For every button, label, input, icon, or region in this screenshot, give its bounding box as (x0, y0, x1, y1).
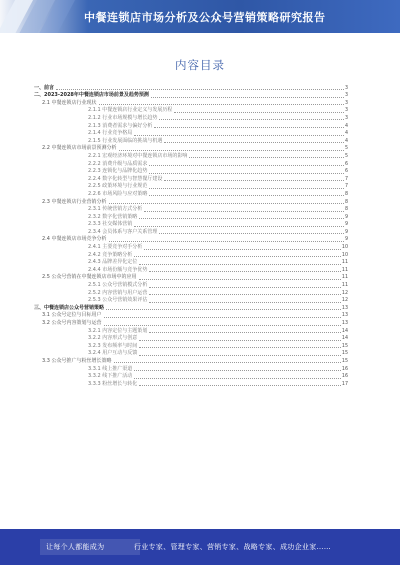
toc-entry-text: 三、中餐连锁店公众号营销策略 (34, 304, 105, 311)
toc-entry[interactable] (34, 137, 348, 145)
toc-entry-text: 3.3 公众号推广与粉丝增长策略 (42, 357, 112, 364)
toc-entry-page: 10 (341, 252, 348, 258)
toc-entry-page: 15 (341, 351, 348, 357)
toc-dot-leader (149, 302, 341, 303)
toc-entry-page: 9 (344, 237, 348, 243)
toc-entry[interactable] (34, 297, 348, 305)
toc-dot-leader (139, 340, 341, 341)
toc-entry[interactable] (34, 99, 348, 107)
toc-entry-text: 2.3.1 传统营销方式分析 (88, 206, 143, 213)
toc-dot-leader (56, 89, 344, 90)
toc-entry[interactable] (34, 168, 348, 176)
toc-entry-page: 12 (341, 298, 348, 304)
toc-entry[interactable] (34, 175, 348, 183)
toc-entry-text: 2.4.4 市场份额与竞争优势 (88, 266, 148, 273)
toc-entry-text: 2.4 中餐连锁店市场竞争分析 (42, 236, 107, 243)
toc-entry-page: 16 (341, 374, 348, 380)
toc-entry-page: 5 (344, 153, 348, 159)
toc-entry[interactable] (34, 221, 348, 229)
toc-entry[interactable] (34, 114, 348, 122)
toc-entry-text: 3.3.2 线下推广活动 (88, 373, 133, 380)
toc-dot-leader (104, 317, 341, 318)
toc-dot-leader (114, 362, 341, 363)
toc-entry-text: 3.3.1 线上推广渠道 (88, 365, 133, 372)
toc-entry[interactable] (34, 380, 348, 388)
toc-entry-text: 2.5.2 内容营销与用户运营 (88, 289, 148, 296)
toc-entry-page: 13 (341, 313, 348, 319)
report-title: 中餐连锁店市场分析及公众号营销策略研究报告 (84, 11, 326, 24)
toc-dot-leader (144, 211, 344, 212)
toc-entry[interactable] (34, 152, 348, 160)
toc-dot-leader (106, 309, 341, 310)
toc-dot-leader (159, 233, 344, 234)
toc-entry[interactable] (34, 160, 348, 168)
toc-dot-leader (139, 218, 344, 219)
toc-entry-text: 2.5 公众号营销在中餐连锁店市场中的应用 (42, 274, 137, 281)
toc-entry[interactable] (34, 350, 348, 358)
toc-entry-text: 二、2023-2028年中餐连锁店市场前景及趋势预测 (34, 92, 149, 99)
toc-entry-page: 9 (344, 229, 348, 235)
toc-dot-leader (134, 135, 344, 136)
toc-entry-text: 3.2 公众号内容策划与运营 (42, 320, 102, 326)
toc-entry[interactable] (34, 365, 348, 373)
toc-entry[interactable] (34, 213, 348, 221)
footer-slogan-left: 让每个人都能成为 (46, 543, 105, 551)
toc-entry-page: 6 (344, 169, 348, 175)
toc-entry[interactable] (34, 130, 348, 138)
toc-entry-text: 2.2.3 连锁化与品牌化趋势 (88, 168, 148, 175)
toc-dot-leader (109, 203, 344, 204)
toc-entry[interactable] (34, 266, 348, 274)
toc-entry-text: 2.2.2 消费升级与品质需求 (88, 160, 148, 167)
table-of-contents (34, 84, 348, 388)
toc-entry-page: 4 (344, 123, 348, 129)
toc-entry-text: 3.2.3 发布频率与时间 (88, 342, 138, 349)
toc-dot-leader (149, 332, 341, 333)
toc-dot-leader (149, 195, 344, 196)
toc-entry[interactable] (34, 206, 348, 214)
toc-entry-text: 3.2.4 用户互动与反馈 (88, 350, 138, 357)
toc-entry-page: 4 (344, 131, 348, 137)
toc-entry-page: 3 (344, 93, 348, 99)
toc-entry-text: 2.3.2 数字化营销策略 (88, 213, 138, 220)
toc-dot-leader (149, 188, 344, 189)
toc-entry-page: 11 (341, 260, 348, 266)
toc-dot-leader (144, 249, 341, 250)
toc-entry[interactable] (34, 228, 348, 236)
toc-entry-page: 16 (341, 366, 348, 372)
toc-entry[interactable] (34, 107, 348, 115)
toc-entry[interactable] (34, 342, 348, 350)
toc-entry-page: 4 (344, 138, 348, 144)
toc-entry[interactable] (34, 145, 348, 153)
toc-entry-page: 17 (341, 381, 348, 387)
toc-entry-page: 3 (344, 85, 348, 91)
toc-entry-page: 7 (344, 184, 348, 190)
toc-entry[interactable] (34, 251, 348, 259)
toc-entry-page: 8 (344, 207, 348, 213)
toc-entry-text: 3.1 公众号定位与目标用户 (42, 312, 102, 319)
toc-entry-page: 9 (344, 214, 348, 220)
toc-entry-text: 2.2 中餐连锁店市场前景预测分析 (42, 145, 117, 152)
toc-entry-text: 2.3.3 社交媒体营销 (88, 221, 133, 228)
toc-dot-leader (151, 97, 344, 98)
toc-entry-page: 3 (344, 100, 348, 106)
toc-dot-leader (139, 385, 341, 386)
toc-dot-leader (164, 142, 344, 143)
toc-entry-text: 2.1.5 行业发展面临的挑战与机遇 (88, 137, 163, 144)
toc-entry-text: 2.1.2 行业市场规模与增长趋势 (88, 114, 158, 121)
toc-entry-text: 2.3.4 会员体系与客户关系管理 (88, 228, 158, 235)
toc-entry[interactable] (34, 92, 348, 100)
toc-entry[interactable] (34, 281, 348, 289)
toc-entry-page: 11 (341, 267, 348, 273)
toc-entry-page: 6 (344, 161, 348, 167)
toc-entry-page: 11 (341, 275, 348, 281)
toc-entry-text: 2.4.2 竞争策略分析 (88, 251, 133, 258)
toc-entry-text: 一、前言 (34, 84, 55, 91)
toc-entry-page: 12 (341, 290, 348, 296)
footer-banner (0, 529, 400, 565)
toc-entry-page: 15 (341, 343, 348, 349)
toc-entry[interactable] (34, 373, 348, 381)
toc-entry[interactable] (34, 198, 348, 206)
toc-entry-text: 2.4.1 主要竞争对手分析 (88, 244, 143, 251)
toc-entry-page: 3 (344, 115, 348, 121)
toc-entry-page: 8 (344, 191, 348, 197)
toc-dot-leader (134, 378, 341, 379)
toc-entry[interactable] (34, 183, 348, 191)
toc-entry[interactable] (34, 122, 348, 130)
toc-entry-text: 2.4.3 品牌差异化定位 (88, 259, 138, 266)
toc-entry-text: 2.2.1 宏观经济环境对中餐连锁店市场的影响 (88, 152, 188, 159)
report-header-banner (0, 0, 400, 33)
toc-entry-text: 2.3 中餐连锁店行业营销分析 (42, 198, 107, 205)
toc-entry-text: 2.1 中餐连锁店行业现状 (42, 99, 97, 106)
toc-dot-leader (139, 279, 341, 280)
toc-dot-leader (134, 370, 341, 371)
toc-entry-text: 2.1.1 中餐连锁店行业定义与发展历程 (88, 107, 173, 114)
toc-entry-text: 2.2.4 数字化转型与智慧餐厅建设 (88, 175, 163, 182)
toc-entry-text: 3.2.1 内容定位与主题策划 (88, 327, 148, 334)
toc-heading: 内容目录 (175, 58, 225, 72)
toc-dot-leader (149, 287, 341, 288)
toc-dot-leader (104, 325, 341, 326)
toc-entry-text: 2.5.3 公众号营销效果评估 (88, 297, 148, 304)
toc-dot-leader (109, 241, 344, 242)
toc-entry[interactable] (34, 312, 348, 320)
toc-entry-page: 13 (341, 321, 348, 326)
toc-entry-text: 3.3.3 粉丝增长与转化 (88, 380, 138, 387)
toc-entry[interactable] (34, 357, 348, 365)
toc-entry[interactable] (34, 304, 348, 312)
toc-entry[interactable] (34, 190, 348, 198)
toc-entry-page: 13 (341, 305, 348, 311)
footer-slogan-right: 行业专家、管理专家、营销专家、战略专家、成功企业家…… (134, 543, 332, 551)
toc-entry[interactable] (34, 84, 348, 92)
toc-dot-leader (164, 180, 344, 181)
toc-entry-page: 10 (341, 245, 348, 251)
toc-dot-leader (139, 264, 341, 265)
toc-dot-leader (139, 355, 341, 356)
toc-entry[interactable] (34, 289, 348, 297)
toc-entry[interactable] (34, 236, 348, 244)
toc-entry-page: 3 (344, 108, 348, 114)
toc-entry[interactable] (34, 259, 348, 267)
toc-entry-page: 9 (344, 222, 348, 228)
toc-entry-page: 11 (341, 283, 348, 289)
toc-entry-page: 15 (341, 358, 348, 364)
toc-entry-page: 5 (344, 146, 348, 152)
toc-entry-page: 14 (341, 328, 348, 334)
toc-entry-text: 3.2.2 内容形式与创意 (88, 335, 138, 342)
toc-dot-leader (119, 150, 344, 151)
toc-entry-text: 2.1.4 行业竞争格局 (88, 130, 133, 137)
toc-dot-leader (149, 271, 341, 272)
toc-dot-leader (134, 256, 341, 257)
toc-entry[interactable] (34, 319, 348, 327)
toc-entry-text: 2.5.1 公众号营销模式分析 (88, 282, 148, 289)
toc-dot-leader (139, 347, 341, 348)
toc-entry-text: 2.1.3 消费者需求与偏好分析 (88, 122, 153, 129)
toc-entry-text: 2.2.5 政策环境与行业规范 (88, 183, 148, 190)
toc-entry-text: 2.2.6 市场风险与应对策略 (88, 190, 148, 197)
toc-entry[interactable] (34, 335, 348, 343)
toc-dot-leader (154, 127, 344, 128)
toc-entry[interactable] (34, 243, 348, 251)
toc-dot-leader (174, 112, 344, 113)
toc-dot-leader (149, 165, 344, 166)
toc-dot-leader (149, 173, 344, 174)
toc-dot-leader (189, 157, 344, 158)
toc-dot-leader (159, 119, 344, 120)
toc-entry-page: 8 (344, 199, 348, 205)
toc-dot-leader (149, 294, 341, 295)
toc-entry[interactable] (34, 327, 348, 335)
toc-dot-leader (99, 104, 344, 105)
toc-entry-page: 7 (344, 176, 348, 182)
toc-dot-leader (134, 226, 344, 227)
toc-entry[interactable] (34, 274, 348, 282)
toc-entry-page: 14 (341, 336, 348, 342)
